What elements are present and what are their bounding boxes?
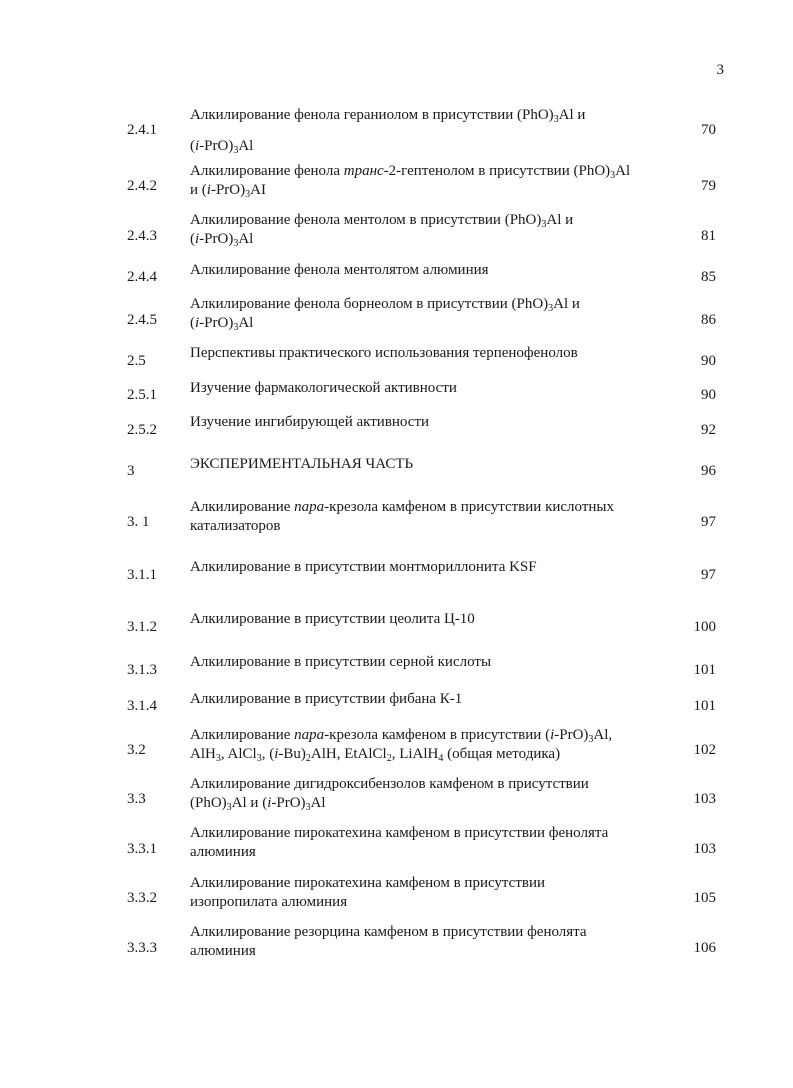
toc-entry-page: 70: [701, 122, 716, 138]
toc-entry-title-continuation: алюминия: [190, 844, 256, 860]
toc-entry-title: Алкилирование пара-крезола камфеном в присутствии $(i-PrO)_3Al$,: [190, 727, 613, 745]
toc-entry-number: 3.1.3: [127, 662, 157, 678]
toc-entry-title: Алкилирование в присутствии цеолита Ц-10: [190, 611, 475, 627]
toc-entry-page: 102: [693, 742, 716, 758]
toc-entry-page: 85: [701, 269, 716, 285]
toc-entry-page: 103: [693, 841, 716, 857]
toc-entry-page: 101: [693, 698, 716, 714]
toc-entry-number: 2.4.4: [127, 269, 157, 285]
toc-entry-page: 79: [701, 178, 716, 194]
toc-entry-title: Алкилирование фенола ментолятом алюминия: [190, 262, 489, 278]
toc-entry-page: 86: [701, 312, 716, 328]
toc-entry-title: Алкилирование дигидроксибензолов камфеном в присутствии: [190, 776, 589, 792]
toc-entry-number: 2.4.1: [127, 122, 157, 138]
toc-entry-title-continuation: $(PhO)_3Al$ и $(i-PrO)_3Al$: [190, 795, 326, 813]
toc-entry-title-continuation: катализаторов: [190, 518, 281, 534]
toc-entry-title-continuation: и $(i-PrO)_3AI$: [190, 182, 266, 200]
toc-entry-page: 103: [693, 791, 716, 807]
toc-entry-title: Изучение ингибирующей активности: [190, 414, 430, 430]
toc-entry-number: 3. 1: [127, 514, 150, 530]
toc-entry-number: 3.3.1: [127, 841, 157, 857]
toc-entry-title: Алкилирование резорцина камфеном в присутствии фенолята: [190, 924, 587, 940]
toc-entry-page: 90: [701, 353, 716, 369]
toc-entry-title: Алкилирование фенола транс-2-гептенолом в присутствии $(PhO)_3Al$: [190, 163, 631, 181]
toc-entry-number: 2.5.1: [127, 387, 157, 403]
toc-entry-title: Алкилирование в присутствии серной кислоты: [190, 654, 492, 670]
toc-entry-title-continuation: $(i-PrO)_3Al$: [190, 315, 254, 333]
toc-entry-title-continuation: $(i-PrO)_3Al$: [190, 231, 254, 249]
toc-entry-title-continuation: AlH$_3$, AlCl$_3$, $(i-Bu)_2AlH$, EtAlCl$_2$, LiAlH$_4$ (общая методика): [190, 746, 561, 764]
toc-entry-title: Алкилирование в присутствии монтмориллонита KSF: [190, 559, 537, 575]
toc-entry-page: 96: [701, 463, 716, 479]
toc-entry-number: 3.1.1: [127, 567, 157, 583]
page-number: 3: [716, 62, 724, 78]
toc-entry-title: Перспективы практического использования терпенофенолов: [190, 345, 578, 361]
toc-entry-number: 3: [127, 463, 135, 479]
toc-entry-title: Изучение фармакологической активности: [190, 380, 457, 396]
toc-entry-number: 3.2: [127, 742, 146, 758]
toc-entry-page: 101: [693, 662, 716, 678]
toc-entry-title: ЭКСПЕРИМЕНТАЛЬНАЯ ЧАСТЬ: [190, 456, 414, 472]
toc-entry-number: 2.4.2: [127, 178, 157, 194]
toc-entry-number: 2.4.5: [127, 312, 157, 328]
toc-entry-title-continuation: $(i-PrO)_3Al$: [190, 138, 254, 156]
toc-entry-title-continuation: изопропилата алюминия: [190, 894, 348, 910]
toc-entry-title: Алкилирование фенола борнеолом в присутствии $(PhO)_3Al$ и: [190, 296, 580, 314]
toc-entry-title: Алкилирование фенола ментолом в присутствии $(PhO)_3Al$ и: [190, 212, 574, 230]
toc-entry-title: Алкилирование пирокатехина камфеном в присутствии: [190, 875, 546, 891]
toc-entry-number: 3.1.2: [127, 619, 157, 635]
toc-entry-page: 97: [701, 514, 716, 530]
toc-entry-number: 3.3.3: [127, 940, 157, 956]
toc-entry-page: 100: [693, 619, 716, 635]
toc-entry-page: 105: [693, 890, 716, 906]
toc-entry-number: 3.3.2: [127, 890, 157, 906]
toc-entry-number: 2.5.2: [127, 422, 157, 438]
toc-entry-page: 92: [701, 422, 716, 438]
toc-entry-page: 97: [701, 567, 716, 583]
toc-entry-page: 81: [701, 228, 716, 244]
toc-entry-title: Алкилирование фенола гераниолом в присутствии $(PhO)_3Al$ и: [190, 107, 586, 125]
toc-entry-title-continuation: алюминия: [190, 943, 256, 959]
toc-entry-title: Алкилирование в присутствии фибана К-1: [190, 691, 463, 707]
toc-entry-number: 3.1.4: [127, 698, 157, 714]
toc-entry-title: Алкилирование пара-крезола камфеном в присутствии кислотных: [190, 499, 614, 515]
toc-entry-title: Алкилирование пирокатехина камфеном в присутствии фенолята: [190, 825, 609, 841]
toc-entry-page: 90: [701, 387, 716, 403]
toc-entry-number: 2.4.3: [127, 228, 157, 244]
toc-entry-page: 106: [693, 940, 716, 956]
toc-entry-number: 2.5: [127, 353, 146, 369]
toc-entry-number: 3.3: [127, 791, 146, 807]
